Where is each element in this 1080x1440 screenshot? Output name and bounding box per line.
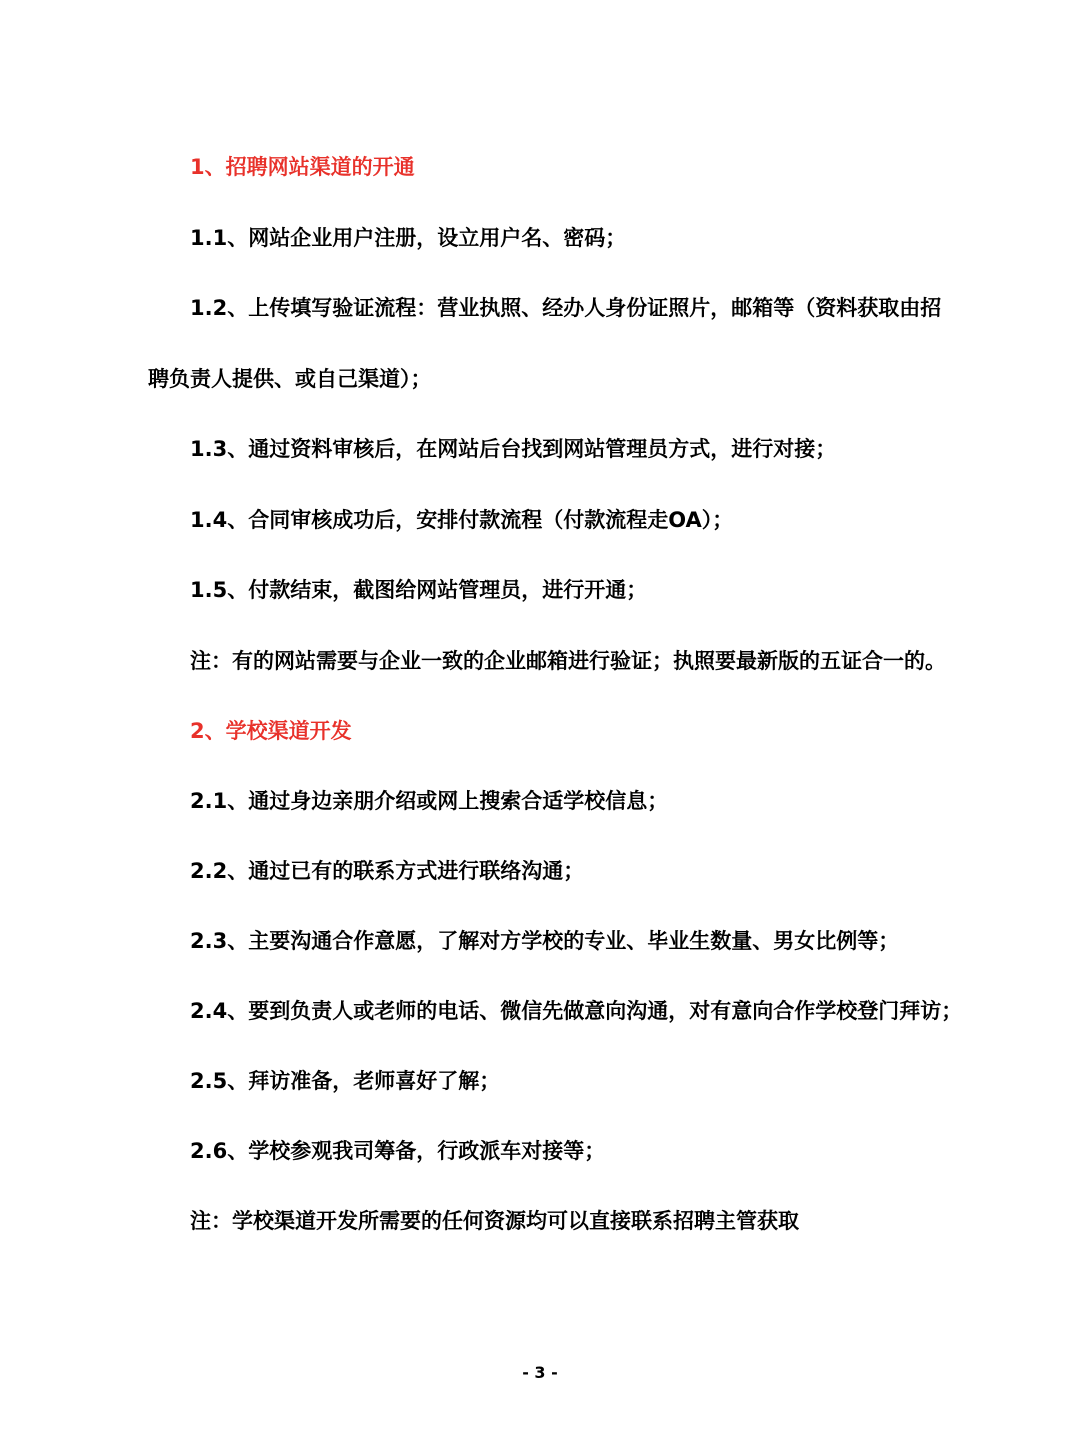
section-1-heading: 1、招聘网站渠道的开通 <box>190 155 415 179</box>
item-1-3: 1.3、通过资料审核后，在网站后台找到网站管理员方式，进行对接； <box>190 437 837 461</box>
section-2-note: 注：学校渠道开发所需要的任何资源均可以直接联系招聘主管获取 <box>190 1209 799 1233</box>
item-2-2: 2.2、通过已有的联系方式进行联络沟通； <box>190 859 585 883</box>
item-2-6: 2.6、学校参观我司筹备，行政派车对接等； <box>190 1139 606 1163</box>
item-2-4: 2.4、要到负责人或老师的电话、微信先做意向沟通，对有意向合作学校登门拜访； <box>190 999 963 1023</box>
item-2-5: 2.5、拜访准备，老师喜好了解； <box>190 1069 501 1093</box>
item-2-1: 2.1、通过身边亲朋介绍或网上搜索合适学校信息； <box>190 789 669 813</box>
page-number: - 3 - <box>522 1363 558 1382</box>
item-1-1: 1.1、网站企业用户注册，设立用户名、密码； <box>190 226 627 250</box>
item-1-2-continuation: 聘负责人提供、或自己渠道）； <box>148 367 432 391</box>
item-1-4: 1.4、合同审核成功后，安排付款流程（付款流程走OA）； <box>190 508 734 532</box>
section-1-note: 注：有的网站需要与企业一致的企业邮箱进行验证；执照要最新版的五证合一的。 <box>190 649 946 673</box>
section-2-heading: 2、学校渠道开发 <box>190 719 352 743</box>
item-1-5: 1.5、付款结束，截图给网站管理员，进行开通； <box>190 578 648 602</box>
item-1-2: 1.2、上传填写验证流程：营业执照、经办人身份证照片，邮箱等（资料获取由招 <box>190 296 942 320</box>
item-2-3: 2.3、主要沟通合作意愿，了解对方学校的专业、毕业生数量、男女比例等； <box>190 929 900 953</box>
